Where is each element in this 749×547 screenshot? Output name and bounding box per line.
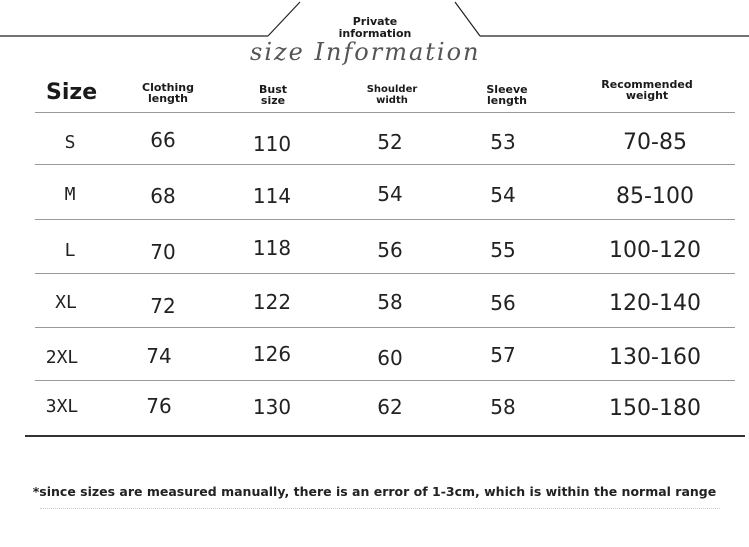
cell-clothing-length: 72 <box>150 294 176 318</box>
row-divider <box>35 112 735 113</box>
cell-bust-size: 126 <box>252 342 292 366</box>
header-sleeve-length: Sleeve length <box>486 83 528 107</box>
footer-divider <box>40 508 720 509</box>
header-shoulder-width: Shoulder width <box>366 84 418 106</box>
cell-shoulder-width: 60 <box>377 346 403 370</box>
cell-clothing-length: 74 <box>146 344 172 368</box>
cell-clothing-length: 70 <box>150 240 176 264</box>
header-recommended-weight: Recommended weight <box>601 78 693 102</box>
size-information-title: size Information <box>250 38 481 66</box>
row-divider <box>35 164 735 165</box>
cell-recommended-weight: 120-140 <box>609 291 701 316</box>
header-bust-size: Bust size <box>258 83 288 107</box>
cell-recommended-weight: 70-85 <box>623 130 687 155</box>
cell-size: 3XL <box>45 396 79 417</box>
cell-bust-size: 118 <box>252 236 292 260</box>
header-clothing-length: Clothing length <box>142 81 194 105</box>
cell-recommended-weight: 130-160 <box>609 345 701 370</box>
cell-clothing-length: 76 <box>146 394 172 418</box>
cell-bust-size: 110 <box>252 132 292 156</box>
cell-shoulder-width: 58 <box>377 290 403 314</box>
cell-size: L <box>64 240 76 261</box>
cell-clothing-length: 68 <box>150 184 176 208</box>
cell-size: M <box>64 184 76 205</box>
cell-recommended-weight: 100-120 <box>609 238 701 263</box>
cell-bust-size: 122 <box>252 290 292 314</box>
row-divider <box>35 327 735 328</box>
cell-sleeve-length: 54 <box>490 183 516 207</box>
cell-clothing-length: 66 <box>150 128 176 152</box>
cell-shoulder-width: 56 <box>377 238 403 262</box>
header-size: Size <box>46 80 98 105</box>
cell-sleeve-length: 56 <box>490 291 516 315</box>
private-information-label: Private information <box>338 15 412 40</box>
cell-sleeve-length: 53 <box>490 130 516 154</box>
cell-shoulder-width: 54 <box>377 182 403 206</box>
cell-shoulder-width: 62 <box>377 395 403 419</box>
row-divider <box>35 273 735 274</box>
cell-bust-size: 130 <box>252 395 292 419</box>
cell-size: XL <box>55 292 77 313</box>
measurement-footnote: *since sizes are measured manually, there is an error of 1-3cm, which is within the normal range <box>32 484 717 499</box>
cell-shoulder-width: 52 <box>377 130 403 154</box>
cell-size: S <box>64 132 76 153</box>
cell-size: 2XL <box>45 347 79 368</box>
cell-sleeve-length: 57 <box>490 343 516 367</box>
row-divider <box>35 380 735 381</box>
cell-bust-size: 114 <box>252 184 292 208</box>
cell-sleeve-length: 55 <box>490 238 516 262</box>
cell-recommended-weight: 150-180 <box>609 396 701 421</box>
cell-recommended-weight: 85-100 <box>616 184 694 209</box>
cell-sleeve-length: 58 <box>490 395 516 419</box>
row-divider <box>35 219 735 220</box>
table-bottom-rule <box>25 435 745 437</box>
